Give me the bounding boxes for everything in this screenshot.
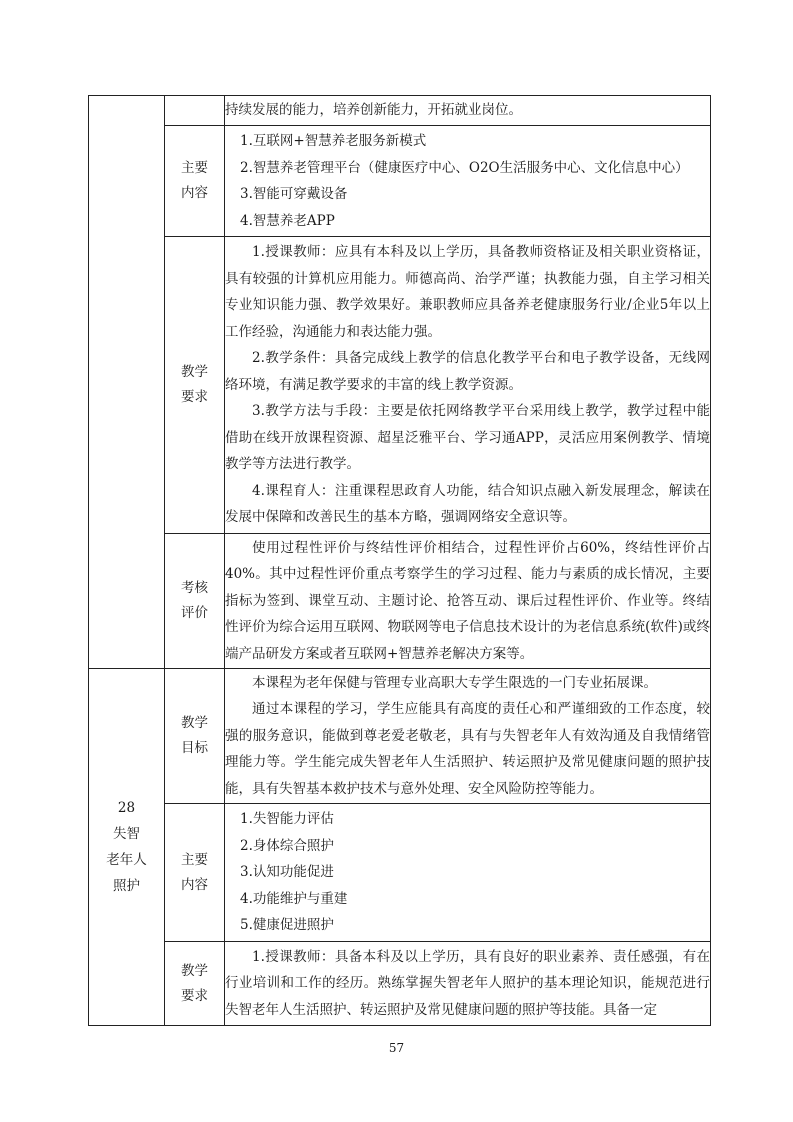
prev-content-row (89, 126, 711, 237)
prev-requirements-row (89, 237, 711, 534)
course-name-line: 老年人 (106, 852, 147, 868)
continuation-text: 持续发展的能力，培养创新能力，开拓就业岗位。 (225, 102, 522, 119)
label-line: 目标 (181, 740, 208, 756)
label-line: 要求 (181, 987, 208, 1004)
prev-course-cell (89, 96, 165, 669)
paragraph: 3.教学方法与手段：主要是依托网络教学平台采用线上教学，教学过程中能借助在线开放课程资源、超星泛雅平台、学习通APP，灵活应用案例教学、情境教学等方法进行教学。 (225, 403, 710, 473)
prev-requirements-label (165, 237, 225, 534)
label-line: 主要 (181, 160, 208, 176)
prev-assessment-row (89, 534, 711, 669)
label-line: 内容 (181, 876, 208, 893)
list-item: 1.互联网+智慧养老服务新模式 (240, 133, 427, 149)
paragraph: 2.教学条件：具备完成线上教学的信息化教学平台和电子教学设备，无线网络环境，有满足教学要求的丰富的线上教学资源。 (225, 350, 710, 393)
continuation-label-cell (165, 96, 225, 126)
course28-goals-row (89, 669, 711, 804)
course28-content-label (165, 804, 225, 942)
course28-requirements-text (225, 942, 711, 1026)
label-line: 内容 (181, 185, 208, 201)
course-name-line: 照护 (113, 878, 140, 894)
list-item: 5.健康促进照护 (240, 917, 334, 934)
label-line: 教学 (181, 364, 208, 380)
prev-requirements-text (225, 237, 711, 534)
course-name-line: 失智 (113, 826, 140, 842)
page-number: 57 (388, 1041, 405, 1055)
list-item: 4.智慧养老APP (240, 212, 335, 229)
course28-content-row (89, 804, 711, 942)
prev-content-label (165, 126, 225, 237)
list-item: 3.认知功能促进 (240, 864, 334, 881)
paragraph: 4.课程育人：注重课程思政育人功能，结合知识点融入新发展理念，解读在发展中保障和改善民生的基本方略，强调网络安全意识等。 (225, 482, 710, 526)
course28-requirements-label (165, 942, 225, 1026)
continuation-row (89, 96, 711, 126)
course-number: 28 (117, 800, 136, 816)
label-line: 教学 (181, 715, 208, 731)
prev-content-list (225, 126, 711, 237)
course28-requirements-row (89, 942, 711, 1026)
paragraph: 通过本课程的学习，学生应能具有高度的责任心和严谨细致的工作态度，较强的服务意识，能做到尊老爱老敬老，具有与失智老年人有效沟通及自我情绪管理能力等。学生能完成失智老年人生活照护、转运照护及常见健康问题的照护技能，具有失智基本救护技术与意外处理、安全风险防控等能力。 (225, 701, 710, 797)
list-item: 2.身体综合照护 (240, 837, 334, 854)
paragraph: 1.授课教师：应具有本科及以上学历，具备教师资格证及相关职业资格证，具有较强的计算机应用能力。师德高尚、治学严谨；执教能力强，自主学习相关专业知识能力强、教学效果好。兼职教师应具备养老健康服务行业/企业5年以上工作经验，沟通能力和表达能力强。 (225, 244, 710, 340)
paragraph: 1.授课教师：具备本科及以上学历，具有良好的职业素养、责任感强，有在行业培训和工作的经历。熟练掌握失智老年人照护的基本理论知识，能规范进行失智老年人生活照护、转运照护及常见健康问题的照护等技能。具备一定 (225, 948, 710, 1018)
course28-goals-text (225, 669, 711, 804)
list-item: 3.智能可穿戴设备 (240, 186, 348, 202)
label-line: 评价 (181, 605, 208, 621)
list-item: 1.失智能力评估 (240, 811, 334, 828)
course-table (88, 95, 711, 1026)
continuation-content (225, 96, 711, 126)
label-line: 考核 (181, 580, 208, 596)
list-item: 4.功能维护与重建 (240, 890, 348, 907)
prev-assessment-label (165, 534, 225, 669)
course28-goals-label (165, 669, 225, 804)
prev-assessment-text (225, 534, 711, 669)
label-line: 主要 (181, 851, 208, 868)
label-line: 教学 (181, 962, 208, 979)
list-item: 2.智慧养老管理平台（健康医疗中心、O2O生活服务中心、文化信息中心） (240, 159, 689, 176)
paragraph: 本课程为老年保健与管理专业高职大专学生限选的一门专业拓展课。 (252, 674, 657, 691)
paragraph: 使用过程性评价与终结性评价相结合，过程性评价占60%，终结性评价占40%。其中过程性评价重点考察学生的学习过程、能力与素质的成长情况，主要指标为签到、课堂互动、主题讨论、抢答互动、课后过程性评价、作业等。终结性评价为综合运用互联网、物联网等电子信息技术设计的为老信息系统(软件)或终端产品研发方案或者互联网+智慧养老解决方案等。 (225, 539, 710, 662)
course28-content-list (225, 804, 711, 942)
label-line: 要求 (181, 389, 208, 405)
course28-name-cell (89, 669, 165, 1026)
